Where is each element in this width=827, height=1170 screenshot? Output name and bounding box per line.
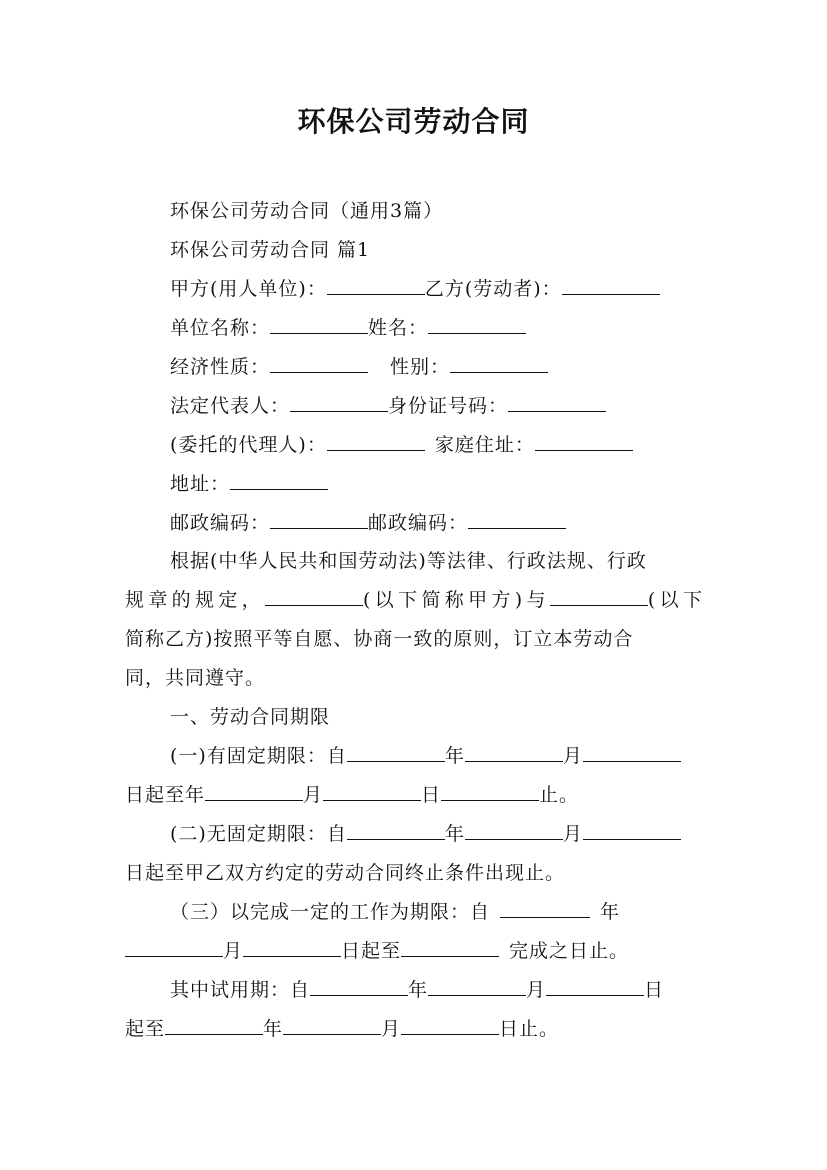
unit-name-line — [170, 313, 526, 343]
item2-line2: 日起至甲乙双方约定的劳动合同终止条件出现止。 — [125, 862, 566, 884]
blank-field — [243, 936, 341, 957]
blank-field — [327, 274, 425, 295]
blank-field — [583, 819, 681, 840]
blank-field — [562, 274, 660, 295]
address-label: 地址： — [170, 473, 231, 495]
party-a-label: 甲方(用人单位)： — [170, 278, 327, 300]
blank-field — [550, 585, 648, 606]
para1-line3: 简称乙方)按照平等自愿、协商一致的原则，订立本劳动合 — [125, 628, 634, 650]
legal-rep-label: 法定代表人： — [170, 395, 291, 417]
blank-field — [290, 391, 388, 412]
id-no-label: 身份证号码： — [388, 395, 509, 417]
blank-field — [583, 741, 681, 762]
blank-field — [347, 741, 445, 762]
party-b-label: 乙方(劳动者)： — [424, 278, 562, 300]
blank-field — [468, 508, 566, 529]
para1-line1: 根据(中华人民共和国劳动法)等法律、行政法规、行政 — [170, 550, 647, 572]
blank-field — [125, 936, 223, 957]
postcode-a-label: 邮政编码： — [170, 512, 271, 534]
item1-line2: 日起至年 月 日 止。 — [125, 780, 579, 810]
document-title: 环保公司劳动合同 — [297, 105, 530, 138]
blank-field — [535, 430, 633, 451]
item3-line2: 月 日起至 完成之日止。 — [125, 936, 629, 966]
agent-label: (委托的代理人)： — [170, 434, 327, 456]
blank-field — [546, 975, 644, 996]
blank-field — [465, 741, 563, 762]
blank-field — [323, 780, 421, 801]
blank-field — [230, 469, 328, 490]
blank-field — [283, 1014, 381, 1035]
unit-name-label: 单位名称： — [170, 317, 271, 339]
para1-line4: 同，共同遵守。 — [125, 667, 266, 689]
gender-label: 性别： — [390, 356, 451, 378]
blank-field — [270, 352, 368, 373]
blank-field — [310, 975, 408, 996]
blank-field — [327, 430, 425, 451]
blank-field — [165, 1014, 263, 1035]
agent-line — [170, 430, 633, 460]
address-line — [170, 469, 328, 499]
blank-field — [450, 352, 548, 373]
blank-field — [441, 780, 539, 801]
blank-field — [428, 975, 526, 996]
legal-rep-line — [170, 391, 606, 421]
probation-line2: 起至 年 月 日止。 — [125, 1014, 559, 1044]
home-addr-label: 家庭住址： — [434, 434, 535, 456]
item3-line1: （三）以完成一定的工作为期限：自 年 — [170, 897, 620, 927]
blank-field — [265, 585, 363, 606]
blank-field — [347, 819, 445, 840]
part-heading: 环保公司劳动合同 篇1 — [170, 239, 371, 261]
subtitle: 环保公司劳动合同（通用3篇） — [170, 200, 444, 222]
blank-field — [401, 936, 499, 957]
blank-field — [428, 313, 526, 334]
postcode-line — [170, 508, 566, 538]
para1-line2: 规章的规定， (以下简称甲方)与 (以下 — [125, 585, 703, 615]
probation-line1: 其中试用期：自 年 月 日 — [170, 975, 664, 1005]
item1-line1: (一)有固定期限：自 年 月 — [170, 741, 681, 771]
section1-heading: 一、劳动合同期限 — [170, 706, 331, 728]
postcode-b-label: 邮政编码： — [368, 512, 469, 534]
blank-field — [205, 780, 303, 801]
econ-nature-label: 经济性质： — [170, 356, 271, 378]
blank-field — [401, 1014, 499, 1035]
blank-field — [508, 391, 606, 412]
party-line — [170, 274, 660, 304]
item2-line1: (二)无固定期限：自 年 月 — [170, 819, 681, 849]
blank-field — [270, 508, 368, 529]
name-label: 姓名： — [368, 317, 429, 339]
blank-field — [270, 313, 368, 334]
econ-nature-line — [170, 352, 548, 382]
blank-field — [465, 819, 563, 840]
blank-field — [500, 897, 590, 918]
